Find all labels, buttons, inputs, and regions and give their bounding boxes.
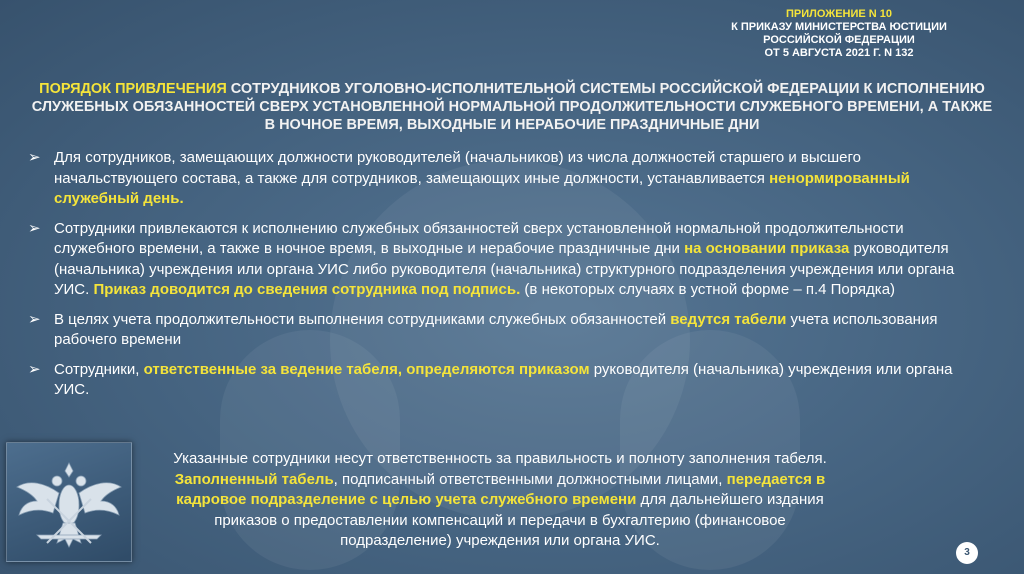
summary-text: , подписанный ответственными должностными лицами, (333, 470, 727, 488)
emblem (6, 442, 132, 562)
summary-paragraph (160, 449, 840, 552)
list-item (28, 310, 978, 351)
bullet-text: (в некоторых случаях в устной форме – п.4 Порядка) (520, 281, 896, 298)
list-item (28, 219, 978, 301)
summary-text: Указанные сотрудники несут ответственность за правильность и полноту заполнения табеля. (173, 450, 827, 467)
bullet-text: В целях учета продолжительности выполнения сотрудниками служебных обязанностей (54, 310, 671, 328)
title-highlight: ПОРЯДОК ПРИВЛЕЧЕНИЯ (39, 81, 227, 97)
bullet-text: Сотрудники, (54, 360, 144, 378)
bullet-text: руководителя (начальника) учреждения или органа УИС. (54, 360, 953, 398)
bullet-text: Сотрудники привлекаются к исполнению служебных обязанностей сверх установленной нормальной продолжительности служебного времени, а также в ночное время, в выходные и нерабочие праздничные дни (54, 219, 904, 257)
bullet-text: руководителя (начальника) учреждения или органа УИС либо руководителя (начальника) структурного подразделения учреждения или органа УИС. (54, 240, 955, 298)
arrow-bullet-icon: ➢ (28, 360, 41, 378)
arrow-bullet-icon: ➢ (28, 149, 41, 166)
page-number: 3 (956, 542, 978, 564)
bullet-highlight: ответственные за ведение табеля, определяются приказом (143, 360, 590, 378)
bullet-text: учета использования рабочего времени (54, 310, 938, 348)
title-rest: СОТРУДНИКОВ УГОЛОВНО-ИСПОЛНИТЕЛЬНОЙ СИСТЕМЫ РОССИЙСКОЙ ФЕДЕРАЦИИ К ИСПОЛНЕНИЮ СЛУЖЕБНЫХ ОБЯЗАННОСТЕЙ СВЕРХ УСТАНОВЛЕННОЙ НОРМАЛЬНОЙ ПРОДОЛЖИТЕЛЬНОСТИ СЛУЖЕБНОГО ВРЕМЕНИ, А ТАКЖЕ В НОЧНОЕ ВРЕМЯ, ВЫХОДНЫЕ И НЕРАБОЧИЕ ПРАЗДНИЧНЫЕ ДНИ (31, 81, 993, 133)
header-note-line: ПРИЛОЖЕНИЕ N 10 (785, 8, 893, 20)
summary-text: для дальнейшего издания приказов о предоставлении компенсаций и передачи в бухгалтерию (финансовое подразделение) учреждения или органа УИС. (214, 491, 824, 549)
header-note-line: РОССИЙСКОЙ ФЕДЕРАЦИИ (763, 34, 915, 46)
arrow-bullet-icon: ➢ (28, 310, 41, 328)
summary-highlight: передается в кадровое подразделение с целью учета служебного времени (176, 470, 826, 508)
header-note (714, 8, 964, 60)
header-note-line: К ПРИКАЗУ МИНИСТЕРСТВА ЮСТИЦИИ (731, 21, 947, 33)
bullet-highlight: на основании приказа (684, 240, 850, 257)
list-item (28, 360, 978, 401)
list-item (28, 148, 978, 210)
bullet-highlight: ненормированный служебный день. (54, 169, 910, 207)
arrow-bullet-icon: ➢ (28, 219, 41, 237)
page-title (30, 80, 994, 134)
bullet-highlight: ведутся табели (670, 310, 787, 328)
summary-highlight: Заполненный табель (174, 470, 334, 488)
double-headed-eagle-emblem-icon (7, 443, 131, 561)
header-note-line: ОТ 5 АВГУСТА 2021 Г. N 132 (764, 47, 914, 59)
bullet-list (28, 148, 978, 410)
bullet-highlight: Приказ доводится до сведения сотрудника под подпись. (93, 281, 521, 298)
bullet-text: Для сотрудников, замещающих должности руководителей (начальников) из числа должностей старшего и высшего начальствующего состава, а также для сотрудников, замещающих иные должности, устанавливается (54, 149, 861, 187)
